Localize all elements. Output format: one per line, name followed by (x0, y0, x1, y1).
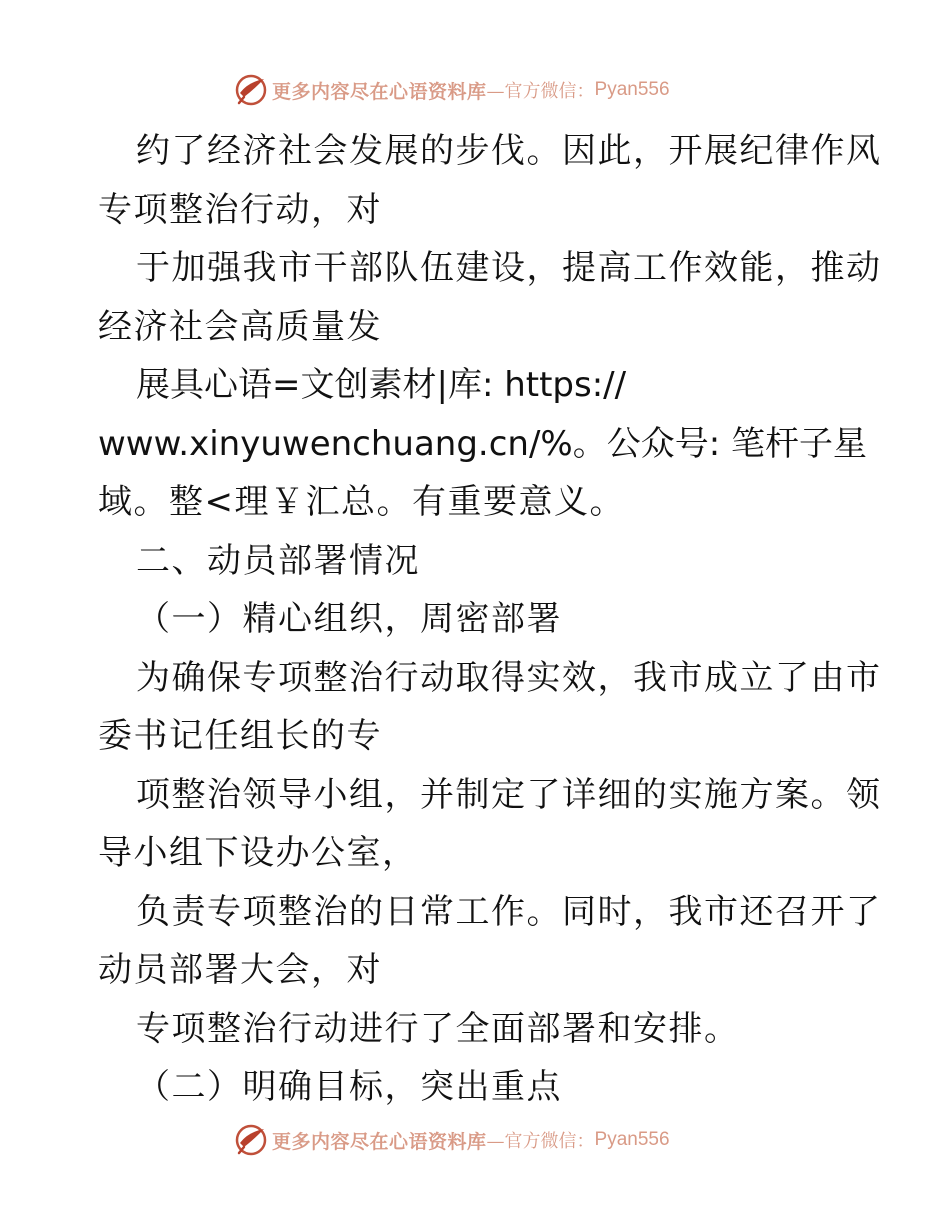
banner-wechat-id: Pyan556 (594, 1129, 670, 1150)
text-line: 专项整治行动，对 (98, 189, 382, 230)
text-line: 负责专项整治的日常工作。同时，我市还召开了 (136, 891, 882, 932)
banner-promo-text: 更多内容尽在心语资料库 (272, 1130, 487, 1153)
text-line: 于加强我市干部队伍建设，提高工作效能，推动 (136, 248, 882, 288)
banner-promo-text: 更多内容尽在心语资料库 (272, 80, 487, 103)
footer-banner (234, 1122, 670, 1158)
text-line: 经济社会高质量发 (98, 306, 382, 347)
text-line: 域。整<理￥汇总。有重要意义。 (98, 482, 625, 522)
subsection-heading: （一）精心组织，周密部署 (136, 599, 562, 639)
banner-official-label: —官方微信： (486, 1131, 595, 1152)
text-line: 专项整治行动进行了全面部署和安排。 (136, 1008, 740, 1049)
header-banner (234, 72, 670, 108)
text-line: 展具心语=文创素材|库: https:// (136, 365, 627, 405)
banner-wechat-id: Pyan556 (594, 79, 670, 100)
text-line: 约了经济社会发展的步伐。因此，开展纪律作风 (136, 131, 882, 171)
text-line: 导小组下设办公室， (98, 833, 418, 873)
text-line: 为确保专项整治行动取得实效，我市成立了由市 (136, 657, 882, 698)
quill-pen-logo-icon (234, 1123, 268, 1157)
banner-official-label: —官方微信： (486, 81, 595, 102)
text-line: 项整治领导小组，并制定了详细的实施方案。领 (136, 774, 882, 815)
text-line: 委书记任组长的专 (98, 716, 382, 756)
quill-pen-logo-icon (234, 73, 268, 107)
subsection-heading: （二）明确目标，突出重点 (136, 1067, 562, 1107)
text-line: 动员部署大会，对 (98, 950, 382, 990)
text-line: www.xinyuwenchuang.cn/%。公众号: 笔杆子星 (98, 423, 868, 464)
section-heading: 二、动员部署情况 (136, 540, 420, 581)
document-body (98, 122, 882, 1117)
